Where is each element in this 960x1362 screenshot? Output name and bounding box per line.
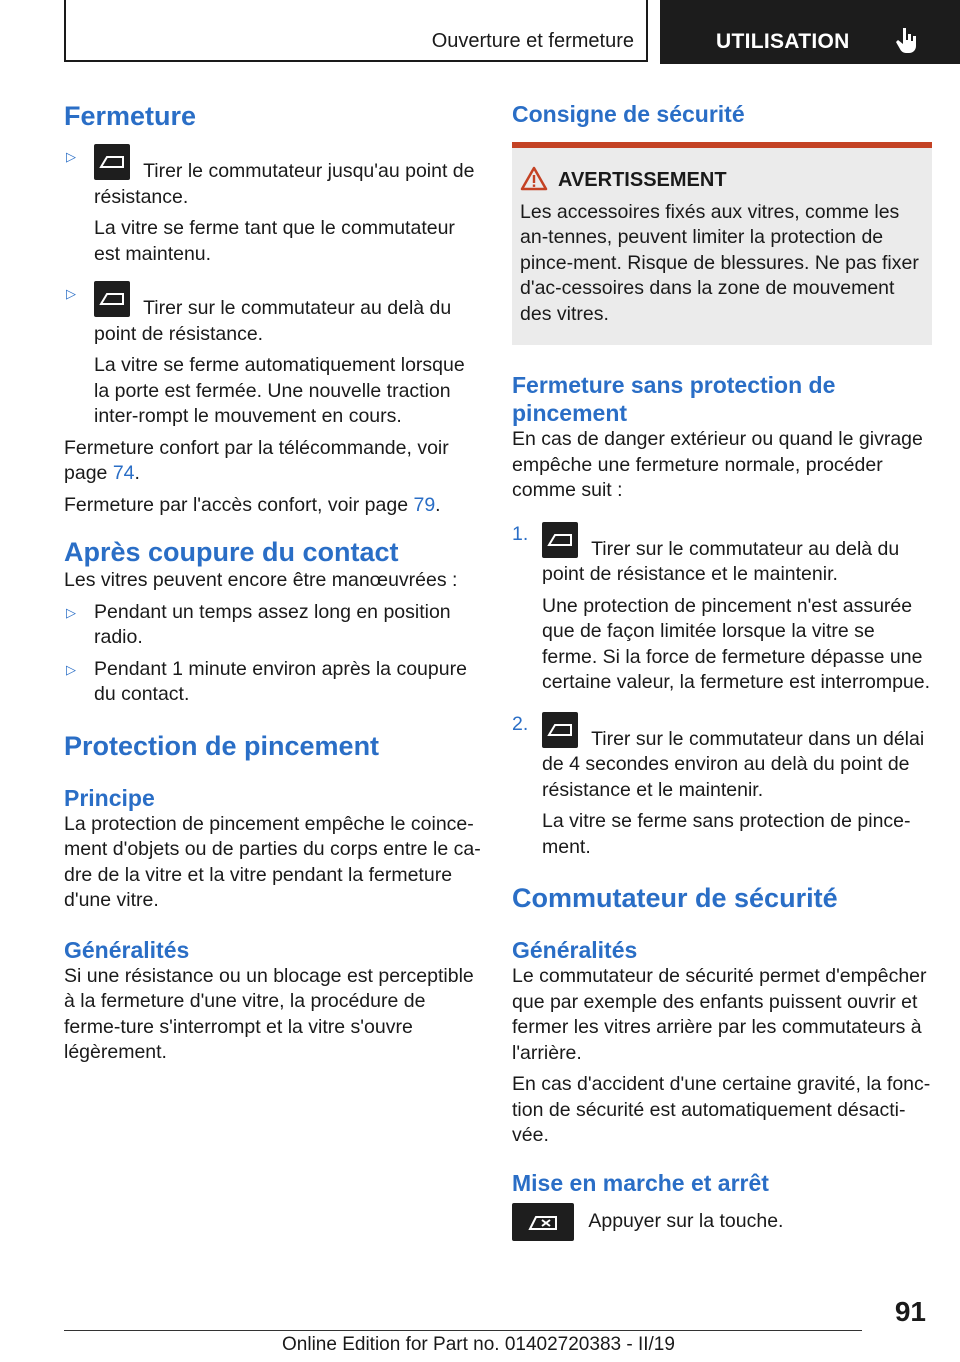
hand-pointer-icon [896, 26, 918, 54]
right-column [512, 100, 932, 1241]
heading-apres: Après coupure du contact [64, 537, 399, 567]
footer-divider [64, 1330, 862, 1331]
step-text: Tirer sur le commutateur au delà du point de résistance et le maintenir. [542, 537, 900, 585]
heading-generalites: Généralités [64, 936, 190, 963]
paragraph: Le commutateur de sécurité permet d'empêcher que par exemple des enfants puissent ouvrir et fermer les vitres arrière par les commutateurs à l'arrière. [512, 965, 927, 1064]
instruction-text: Tirer sur le commutateur au delà du point de résistance. [94, 297, 452, 345]
triangle-bullet-icon: ▷ [66, 604, 76, 620]
warning-title: AVERTISSEMENT [558, 169, 727, 191]
paragraph: La protection de pincement empêche le coince-ment d'objets ou de parties du corps entre le ca-dre de la vitre et la vitre pendant la fermeture d'une vitre. [64, 812, 481, 911]
heading-consigne: Consigne de sécurité [512, 101, 745, 127]
chapter-title: UTILISATION [716, 30, 850, 53]
heading-fermeture: Fermeture [64, 101, 197, 131]
list-item [64, 281, 484, 430]
triangle-bullet-icon: ▷ [66, 149, 76, 164]
heading-generalites-right: Généralités [512, 937, 638, 963]
chapter-tab [660, 0, 960, 64]
step-detail: Une protection de pincement n'est assurée que de façon limitée lorsque la vitre se ferme. Si la force de fermeture dépasse une certaine valeur, la fermeture est interrompue. [542, 594, 931, 693]
heading-commutateur: Commutateur de sécurité [512, 883, 838, 913]
numbered-step [512, 522, 932, 696]
warning-triangle-icon [520, 166, 548, 192]
window-switch-icon [542, 712, 578, 748]
instruction-text: Appuyer sur la touche. [588, 1209, 784, 1232]
step-number: 2. [512, 712, 529, 735]
warning-text: Les accessoires fixés aux vitres, comme les an-tennes, peuvent limiter la protection de pince-ment. Risque de blessures. Ne pas fixer d'ac-cessoires dans la zone de mouvement des vitres. [520, 200, 919, 325]
paragraph: En cas de danger extérieur ou quand le givrage empêche une fermeture normale, procéder comme suit : [512, 428, 923, 501]
instruction-text: Tirer le commutateur jusqu'au point de résistance. [94, 160, 475, 208]
step-number: 1. [512, 522, 529, 545]
paragraph: Si une résistance ou un blocage est perceptible à la fermeture d'une vitre, la procédure de ferme-ture s'interrompt et la vitre s'ouvre légèrement. [64, 964, 474, 1063]
instruction-detail: La vitre se ferme automatiquement lorsque la porte est fermée. Une nouvelle traction inter-rompt le mouvement en cours. [94, 354, 465, 427]
heading-marche: Mise en marche et arrêt [512, 1169, 769, 1196]
section-title: Ouverture et fermeture [431, 30, 634, 52]
safety-switch-icon [512, 1203, 574, 1241]
page-link[interactable]: 79 [413, 493, 436, 516]
window-switch-icon [542, 522, 578, 558]
triangle-bullet-icon: ▷ [66, 286, 76, 301]
page-link[interactable]: 74 [112, 462, 135, 484]
warning-box [512, 142, 932, 345]
paragraph: Les vitres peuvent encore être manœuvrées : [64, 569, 458, 591]
heading-protection: Protection de pincement [64, 730, 380, 761]
list-item: ▷ Pendant un temps assez long en position radio. [66, 600, 451, 648]
paragraph: Fermeture confort par la télécommande, voir page 74. [64, 436, 449, 484]
step-detail: La vitre se ferme sans protection de pince-ment. [542, 810, 911, 858]
heading-sans-protection: Fermeture sans protection de pincement [512, 372, 836, 426]
step-text: Tirer sur le commutateur dans un délai de 4 secondes environ au delà du point de résistance et le maintenir. [542, 727, 925, 801]
instruction-detail: La vitre se ferme tant que le commutateur est maintenu. [94, 217, 455, 265]
left-column [64, 100, 484, 1066]
footer-edition: Online Edition for Part no. 01402720383 - II/19 [282, 1334, 675, 1355]
window-switch-icon [94, 281, 130, 317]
paragraph: En cas d'accident d'une certaine gravité, la fonc-tion de sécurité est automatiquement désacti-vée. [512, 1073, 931, 1146]
heading-principe: Principe [64, 784, 155, 811]
page-header [0, 0, 960, 66]
page-number: 91 [894, 1296, 926, 1327]
section-tab [64, 0, 648, 62]
window-switch-icon [94, 144, 130, 180]
list-item [64, 144, 484, 267]
paragraph: Fermeture par l'accès confort, voir page 79. [64, 493, 441, 516]
numbered-step [512, 712, 932, 861]
triangle-bullet-icon: ▷ [66, 661, 76, 677]
list-item: ▷ Pendant 1 minute environ après la coupure du contact. [66, 657, 467, 705]
